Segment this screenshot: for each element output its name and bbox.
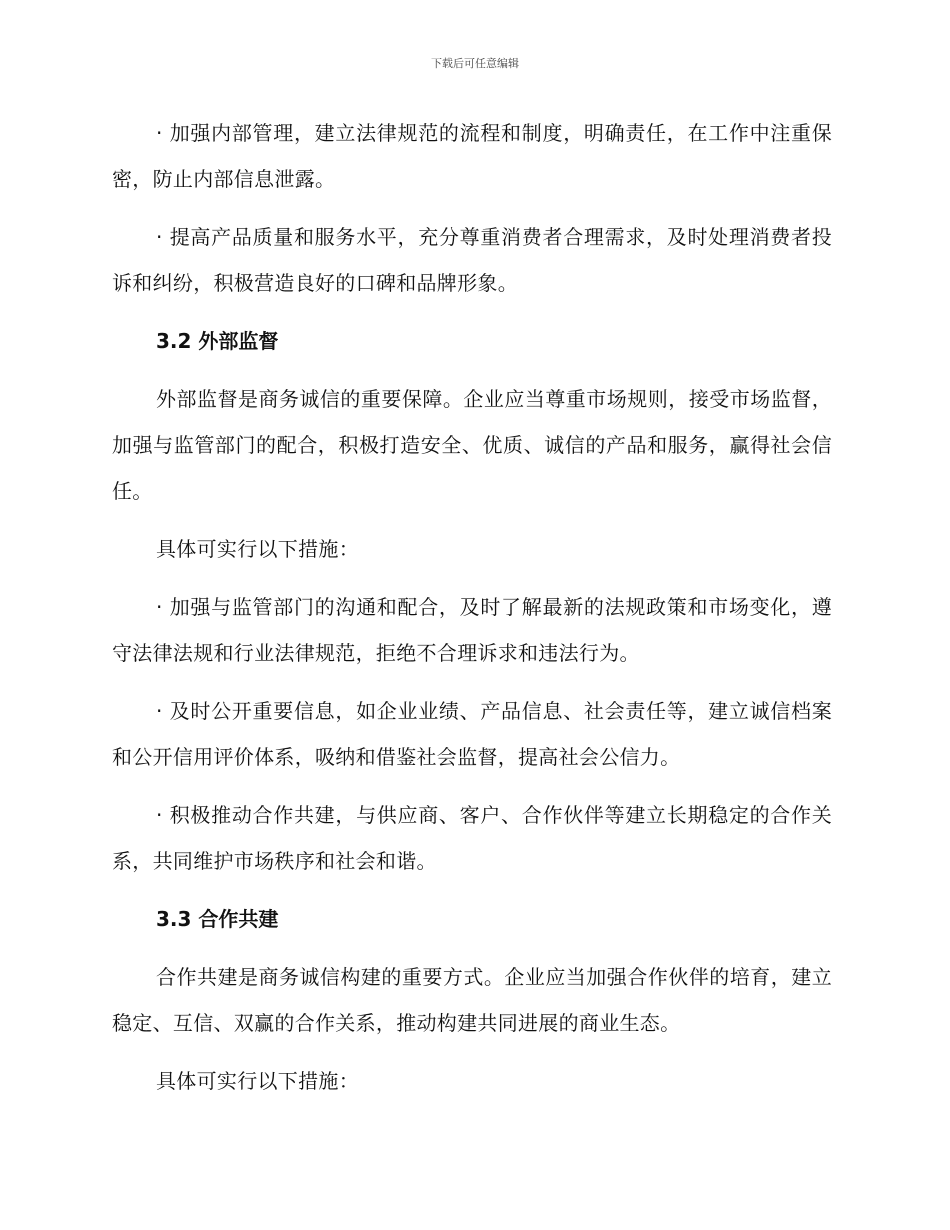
paragraph-external-supervision: 外部监督是商务诚信的重要保障。企业应当尊重市场规则，接受市场监督，加强与监管部门的配合，积极打造安全、优质、诚信的产品和服务，赢得社会信任。 xyxy=(112,387,832,503)
document-body xyxy=(112,110,832,1104)
bullet-paragraph-regulator-communication: · 加强与监管部门的沟通和配合，及时了解最新的法规政策和市场变化，遵守法律法规和行业法律规范，拒绝不合理诉求和违法行为。 xyxy=(112,595,832,665)
section-heading-3-3: 3.3 合作共建 xyxy=(156,907,279,931)
page-header: 下载后可任意编辑 xyxy=(431,57,519,70)
section-heading-3-2: 3.2 外部监督 xyxy=(156,329,279,353)
bullet-paragraph-internal-management: · 加强内部管理，建立法律规范的流程和制度，明确责任，在工作中注重保密，防止内部信息泄露。 xyxy=(112,121,832,191)
paragraph-measures-intro-2: 具体可实行以下措施： xyxy=(156,1069,359,1093)
paragraph-cooperation-building: 合作共建是商务诚信构建的重要方式。企业应当加强合作伙伴的培育，建立稳定、互信、双赢的合作关系，推动构建共同进展的商业生态。 xyxy=(112,965,832,1035)
bullet-paragraph-information-disclosure: · 及时公开重要信息，如企业业绩、产品信息、社会责任等，建立诚信档案和公开信用评价体系，吸纳和借鉴社会监督，提高社会公信力。 xyxy=(112,699,832,769)
bullet-paragraph-product-quality: · 提高产品质量和服务水平，充分尊重消费者合理需求，及时处理消费者投诉和纠纷，积极营造良好的口碑和品牌形象。 xyxy=(112,225,832,295)
bullet-paragraph-cooperation: · 积极推动合作共建，与供应商、客户、合作伙伴等建立长期稳定的合作关系，共同维护市场秩序和社会和谐。 xyxy=(112,803,832,873)
paragraph-measures-intro-1: 具体可实行以下措施： xyxy=(156,537,359,561)
